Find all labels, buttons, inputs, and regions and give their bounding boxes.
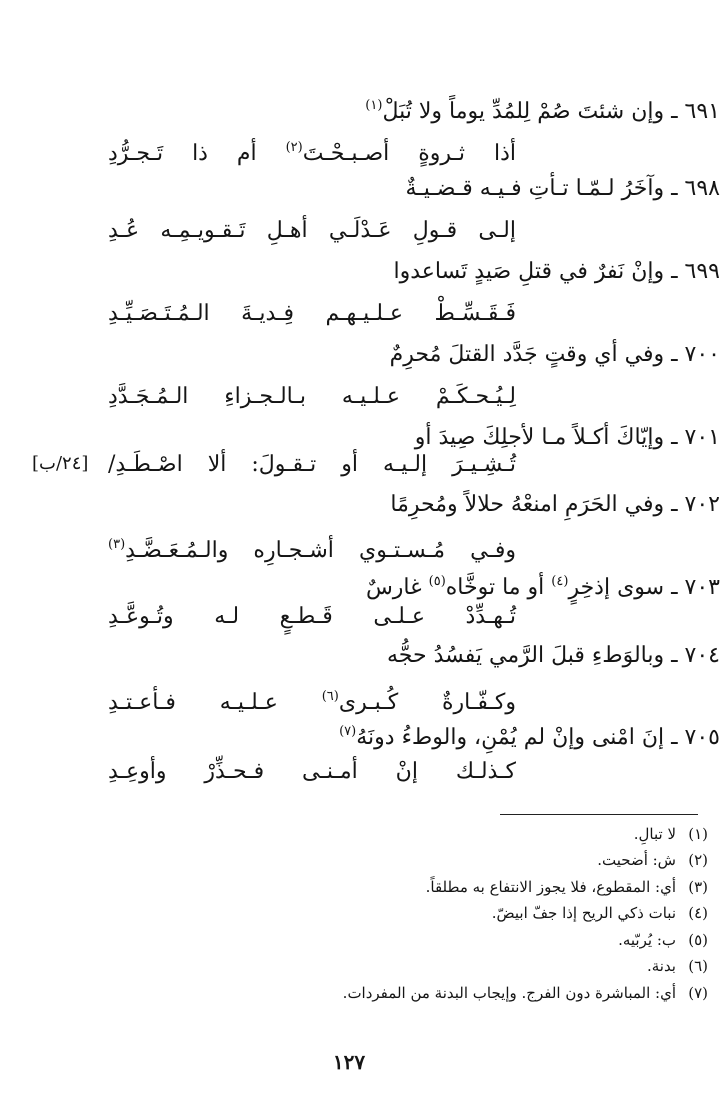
verse-text: ـ وإن شئتَ صُمْ لِلمُدِّ يوماً ولا تُبَلْ (382, 99, 678, 124)
footnote-text: أي: المقطوع، فلا يجوز الانتفاع به مطلقاً. (425, 878, 676, 896)
footnote-ref: (٢) (285, 140, 303, 155)
verse-text: كـذلـك إنْ أمـنـى فـحـذِّرْ وأوعِـدِ (108, 759, 516, 784)
footnote-text: نبات ذكي الريح إذا جفّ ابيضّ. (491, 904, 676, 922)
footnote-text: بدنة. (646, 957, 676, 975)
verse-second-hemistich (0, 528, 698, 562)
verse-text: تُـشِـيـرَ إلـيـه أو تـقـولَ: ألا اصْـطَـدِ/ (108, 452, 516, 477)
verse-number: ٦٩١ (684, 99, 720, 124)
footnote-number: (٣) (688, 878, 708, 896)
footnote (308, 955, 708, 977)
verse-text-tail: أو ما توخَّاه (445, 575, 552, 600)
verse-text: ـ وفي الحَرَمِ امنعْهُ حلالاً ومُحرِمًا (390, 492, 678, 517)
verse-text-tail: عـلـيـه فـأعـتـدِ (108, 690, 322, 715)
footnote-number: (١) (688, 825, 708, 843)
verse-text: ـ إنَ امْنى وإنْ لم يُمْنِ، والوطءُ دونَهُ (356, 725, 678, 750)
verse-text: ـ وبالوَطءِ قبلَ الرَّمي يَفسُدُ حجُّه (387, 643, 678, 668)
folio-marker: [٢٤/ب] (32, 453, 89, 474)
verse-first-hemistich (360, 255, 720, 289)
footnote-number: (٤) (688, 904, 708, 922)
verse-first-hemistich (360, 639, 720, 673)
verse-first-hemistich (360, 488, 720, 522)
footnote (308, 902, 708, 924)
verse-second-hemistich (0, 297, 698, 331)
verse-text: تُـهـدِّدْ عـلـى قَـطـعٍ لـه وتُـوعَّـدِ (108, 604, 516, 629)
verse-text: وكـفّـارةٌ كُـبـرى (338, 690, 516, 715)
verse-number: ٧٠٢ (684, 492, 720, 517)
footnote-number: (٦) (688, 957, 708, 975)
footnote-number: (٢) (688, 851, 708, 869)
verse-number: ٧٠١ (684, 425, 720, 450)
verse-first-hemistich (339, 715, 720, 750)
verse-first-hemistich (360, 338, 720, 372)
footnote-number: (٧) (688, 984, 708, 1002)
footnote (308, 982, 708, 1004)
verse-text: إلـى قـولِ عَـدْلَـي أهـلِ تَـقـويـمِـه عُـدِ (108, 218, 516, 243)
verse-second-hemistich (0, 131, 698, 165)
page-number: ١٢٧ (332, 1050, 366, 1074)
verse-text: ـ سوى إذخِرٍ (568, 575, 678, 600)
verse-number: ٧٠٥ (684, 725, 720, 750)
verse-number: ٦٩٨ (684, 176, 720, 201)
footnote-text: أي: المباشرة دون الفرج. وإيجاب البدنة من المفردات. (342, 984, 676, 1002)
verse-first-hemistich (360, 565, 720, 599)
verse-number: ٧٠٠ (684, 342, 720, 367)
verse-second-hemistich (0, 600, 698, 634)
footnote-text: ش: أضحيت. (597, 851, 676, 869)
verse-text: أذا ثـروةٍ أصـبـحْـتَ (302, 141, 516, 166)
footnote (308, 929, 708, 951)
footnote-ref: (٧) (339, 724, 357, 739)
verse-text-tail: أم ذا تَـجـرُّدِ (108, 141, 286, 166)
verse-text: ـ وآخَرُ لـمّـا تـأتِ فـيـه قـضـيـةٌ (405, 176, 678, 201)
footnote (308, 849, 708, 871)
footnote-text: لا تبالِ. (633, 825, 676, 843)
verse-text: وفـي مُـسـتـوي أشـجـارِه والـمُـعَـضَّـدِ (125, 538, 516, 563)
footnote-ref: (٤) (551, 574, 569, 589)
verse-number: ٦٩٩ (684, 259, 720, 284)
footnote-number: (٥) (688, 931, 708, 949)
footnote-separator (500, 814, 698, 815)
verse-text: فَـقَـسِّـطْ عـلـيـهـم فِـديـةَ الـمُـتَـصَـيِّـدِ (108, 301, 516, 326)
verse-second-hemistich (0, 214, 698, 248)
footnote-ref: (٥) (428, 574, 446, 589)
verse-second-hemistich (0, 448, 698, 482)
verse-number: ٧٠٣ (684, 575, 720, 600)
footnote-ref: (٦) (321, 689, 339, 704)
verse-text-tail: غارسٌ (365, 575, 429, 600)
verse-second-hemistich (0, 680, 698, 714)
verse-first-hemistich (360, 172, 720, 206)
verse-number: ٧٠٤ (684, 643, 720, 668)
verse-first-hemistich (360, 89, 720, 123)
verse-text: ـ وإيّاكَ أكـلاً مـا لأجلِكَ صِيدَ أو (414, 425, 678, 450)
footnote-ref: (٣) (108, 537, 126, 552)
verse-text: لِـيُـحـكَـمْ عـلـيـه بـالـجـزاءِ الـمُـجَـدَّدِ (108, 384, 516, 409)
verse-second-hemistich (0, 380, 698, 414)
verse-second-hemistich (0, 755, 698, 789)
verse-text: ـ وإنْ نَفرٌ في قتلِ صَيدٍ تَساعدوا (393, 259, 678, 284)
footnote (308, 823, 708, 845)
verse-text: ـ وفي أي وقتٍ جَدَّد القتلَ مُحرِمٌ (389, 342, 678, 367)
footnote (308, 876, 708, 898)
footnote-ref: (١) (365, 98, 383, 113)
footnote-text: ب: يُربّيه. (618, 931, 676, 949)
